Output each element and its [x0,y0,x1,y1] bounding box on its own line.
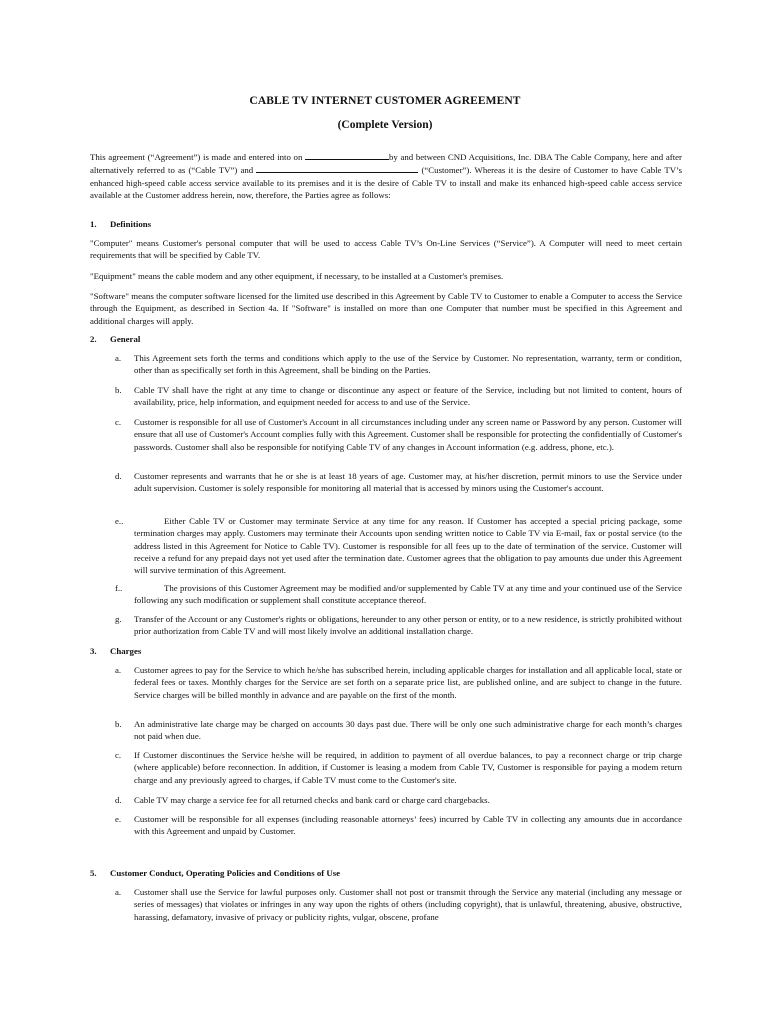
item-letter: b. [115,719,122,729]
item-letter: b. [115,385,122,395]
customer-name-blank-field[interactable] [256,163,418,173]
item-letter: c. [115,750,122,760]
intro-part3: (“Customer”). Whereas it is the desire of Customer to have Cable TV’s enhanced high-speed cable access service available to its premises and it is the desire of Cable TV to install and make its enhanced high-speed cable access service available at the Customer address herein, now, therefore, the Parties agree as follows: [90,165,683,200]
item-letter: d. [115,795,122,805]
charges-item-c: If Customer discontinues the Service he/she will be required, in addition to payment of all overdue balances, to pay a reconnect charge or trip charge (where applicable) before reconnection. In addition, if Customer is leasing a modem from Cable TV, Customer is responsible for paying a modem return charge and any previously agreed to charges, if Cable TV must come to the Customer's site. [134,750,682,785]
conduct-item-a: Customer shall use the Service for lawful purposes only. Customer shall not post or transmit through the Service any material (including any message or series of messages) that violates or infringes in any way upon the rights of others (including copyright), that is unlawful, threatening, abusive, obstructive, harassing, defamatory, invasive of privacy or publicity rights, vulgar, obscene, profane [134,887,682,922]
general-item-f-text: The provisions of this Customer Agreement may be modified and/or supplemented by Cable TV at any time and your continued use of the Service following any such modification or supplement shall constitute acceptance thereof. [134,583,682,606]
item-letter: a. [115,665,122,675]
item-letter: a. [115,353,122,363]
charges-item-e: Customer will be responsible for all expenses (including reasonable attorneys’ fees) incurred by Cable TV in collecting any amounts due in accordance with this Agreement and unpaid by Customer. [134,814,682,837]
general-item-g: Transfer of the Account or any Customer's rights or obligations, hereunder to any other person or entity, or to a new residence, is strictly prohibited without prior authorization from Cable TV and will most likely involve an additional installation charge. [134,614,682,637]
definition-software: "Software" means the computer software licensed for the limited use described in this Agreement by Cable TV to Customer to enable a Computer to access the Service through the Equipment, as described in Section 4a. If "Software" is installed on more than one Computer that number must be specified in this Agreement and additional charges will apply. [90,291,682,326]
item-letter: d. [115,471,122,481]
general-item-c: Customer is responsible for all use of Customer's Account in all circumstances including under any screen name or Password by any person. Customer will ensure that all use of Customer's Account complies fully with this Agreement. Customer shall be responsible for protecting the confidentially of Customer's passwords. Customer shall also be responsible for notifying Cable TV of any changes in Account information (e.g. address, phone, etc.). [134,417,682,452]
charges-item-a: Customer agrees to pay for the Service to which he/she has subscribed herein, including applicable charges for installation and all applicable local, state or federal fees or taxes. Monthly charges for the Service are set forth on a separate price list, are published online, and are subject to change in the future. Service charges will be billed monthly in advance and are payable on the first of the month. [134,665,682,700]
section-number: 3. [90,646,97,656]
section-heading-general: General [110,334,141,344]
item-letter: g. [115,614,122,624]
intro-paragraph [90,150,682,201]
intro-part2: by and between CND Acquisitions, Inc. DBA The Cable Company, here and after alternatively referred to as (“Cable TV”) and [90,152,682,176]
general-item-f [134,582,682,607]
general-item-a: This Agreement sets forth the terms and conditions which apply to the use of the Service by Customer. No representation, warranty, term or condition, other than as specifically set forth in this Agreement, shall be binding on the Parties. [134,353,682,376]
item-letter: c. [115,417,122,427]
section-heading-definitions: Definitions [110,219,152,229]
item-letter: f.. [115,583,123,593]
item-letter: e.. [115,516,124,526]
definition-computer: "Computer" means Customer's personal computer that will be used to access Cable TV’s On-Line Services (“Service”). A Computer will need to meet certain requirements that will be specified by Cable TV. [90,238,682,261]
charges-item-d: Cable TV may charge a service fee for all returned checks and bank card or charge card chargebacks. [134,795,490,805]
section-number: 5. [90,868,97,878]
date-blank-field[interactable] [305,150,389,160]
general-item-d: Customer represents and warrants that he or she is at least 18 years of age. Customer may, at his/her discretion, permit minors to use the Service under adult supervision. Customer is solely responsible for monitoring all material that is accessed by minors using the Customer's account. [134,471,682,494]
general-item-b: Cable TV shall have the right at any time to change or discontinue any aspect or feature of the Service, including but not limited to content, hours of availability, price, help information, and equipment needed for access to and use of the Service. [134,385,682,408]
intro-part1: This agreement (“Agreement”) is made and entered into on [90,152,303,162]
item-letter: e. [115,814,122,824]
document-title: CABLE TV INTERNET CUSTOMER AGREEMENT [249,95,521,107]
section-number: 1. [90,219,97,229]
item-letter: a. [115,887,122,897]
charges-item-b: An administrative late charge may be charged on accounts 30 days past due. There will be only one such administrative charge for each month’s charges not paid when due. [134,719,682,742]
general-item-e [134,515,682,576]
document-subtitle: (Complete Version) [337,119,433,131]
section-heading-customer-conduct: Customer Conduct, Operating Policies and Conditions of Use [110,868,341,878]
general-item-e-text: Either Cable TV or Customer may terminate Service at any time for any reason. If Customer has accepted a special pricing package, some termination charges may apply. Customers may terminate their Accounts upon sending written notice to Cable TV via E-mail, fax or postal service (to the address listed in this Agreement for Notice to Cable TV). Customer is responsible for all fees up to the date of termination of the service. Customer will receive a refund for any prepaid days not yet used after the termination date. Customer agrees that the obligation to pay amounts due under this Agreement will survive termination of this Agreement. [134,516,682,576]
section-heading-charges: Charges [110,646,142,656]
section-number: 2. [90,334,97,344]
definition-equipment: "Equipment" means the cable modem and any other equipment, if necessary, to be installed at a Customer's premises. [90,271,504,281]
